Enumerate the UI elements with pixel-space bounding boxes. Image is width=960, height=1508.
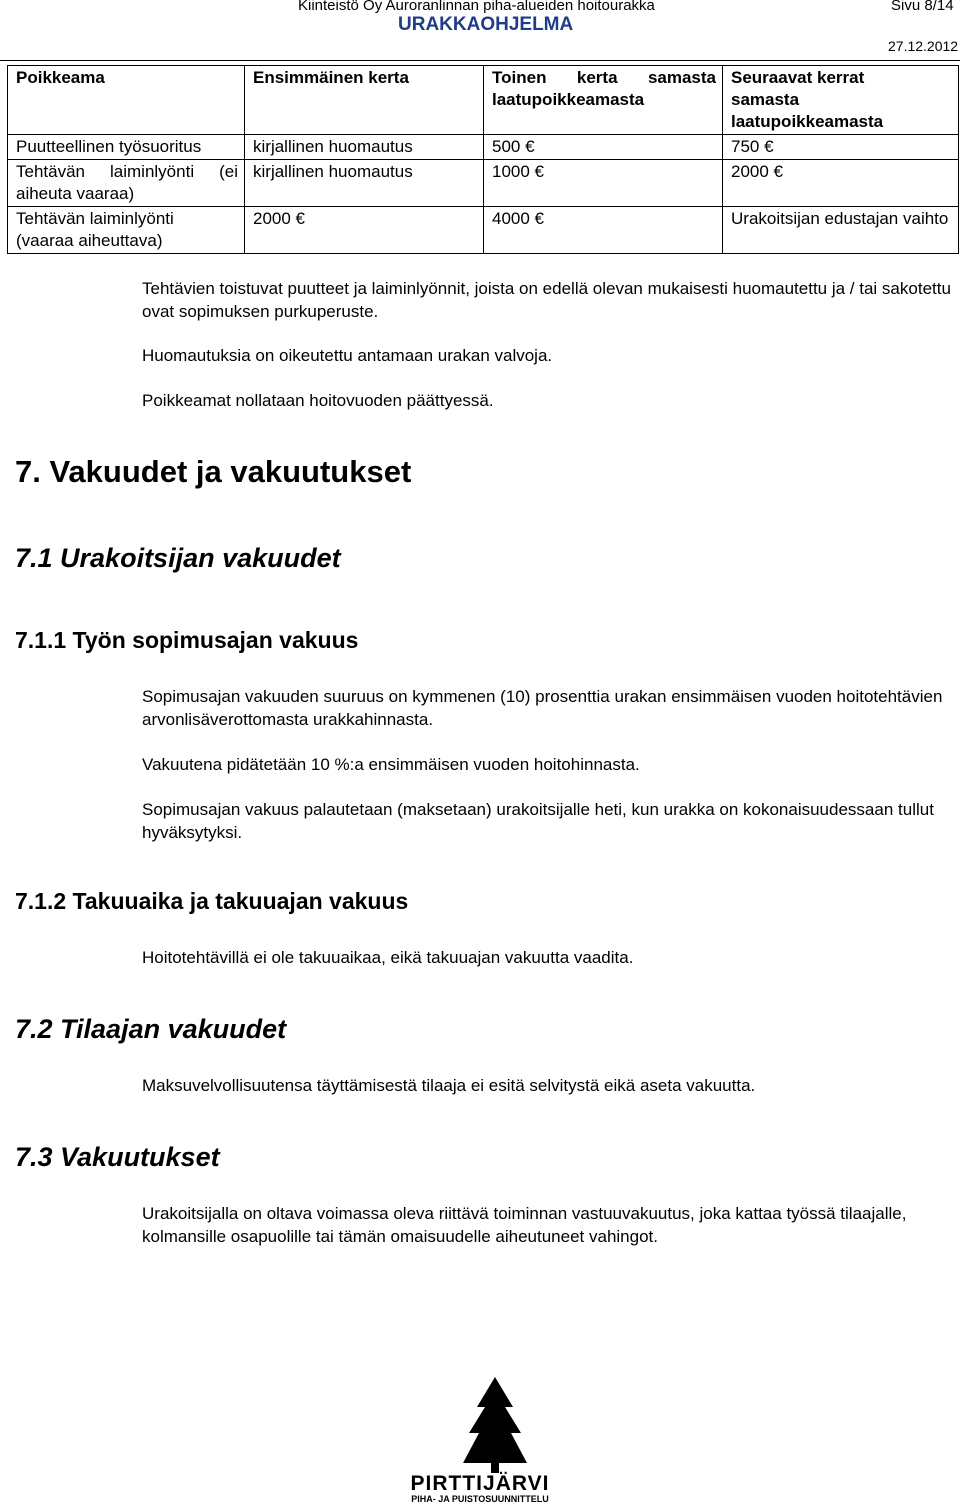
body-paragraph: Sopimusajan vakuuden suuruus on kymmenen (10) prosenttia urakan ensimmäisen vuoden hoitotehtävien arvonlisäverottomasta urakkahinnasta. bbox=[142, 687, 943, 729]
table-row bbox=[8, 135, 959, 160]
table-header-cell: Poikkeama bbox=[8, 66, 245, 135]
subsubsection-heading: 7.1.1 Työn sopimusajan vakuus bbox=[15, 627, 359, 653]
subsection-heading: 7.1 Urakoitsijan vakuudet bbox=[15, 543, 341, 573]
note-paragraph: Tehtävien toistuvat puutteet ja laiminlyönnit, joista on edellä olevan mukaisesti huomautettu ja / tai sakotettu ovat sopimuksen purkuperuste. bbox=[142, 279, 951, 321]
body-paragraph: Maksuvelvollisuutensa täyttämisestä tilaaja ei esitä selvitystä eikä aseta vakuutta. bbox=[142, 1076, 756, 1095]
note-paragraph: Huomautuksia on oikeutettu antamaan urakan valvoja. bbox=[142, 346, 553, 365]
table-cell: 2000 € bbox=[245, 207, 484, 254]
table-cell: 4000 € bbox=[484, 207, 723, 254]
table-cell: Puutteellinen työsuoritus bbox=[8, 135, 245, 160]
section-heading: 7. Vakuudet ja vakuutukset bbox=[15, 454, 412, 489]
table-cell: 1000 € bbox=[484, 160, 723, 207]
header-company: Kiinteistö Oy Auroranlinnan piha-alueiden hoitourakka bbox=[298, 0, 655, 14]
table-cell: Tehtävän laiminlyönti (vaaraa aiheuttava) bbox=[8, 207, 245, 254]
logo-name: PIRTTIJÄRVI bbox=[410, 1472, 550, 1495]
subsection-heading: 7.2 Tilaajan vakuudet bbox=[15, 1014, 287, 1044]
body-paragraph: Vakuutena pidätetään 10 %:a ensimmäisen vuoden hoitohinnasta. bbox=[142, 755, 640, 774]
body-paragraph: Sopimusajan vakuus palautetaan (maksetaan) urakoitsijalle heti, kun urakka on kokonaisuudessaan tullut hyväksytyksi. bbox=[142, 800, 934, 842]
header-date: 27.12.2012 bbox=[888, 38, 959, 54]
body-paragraph: Hoitotehtävillä ei ole takuuaikaa, eikä takuuajan vakuutta vaadita. bbox=[142, 948, 634, 967]
table-cell: kirjallinen huomautus bbox=[245, 135, 484, 160]
header-page-number: Sivu 8/14 bbox=[891, 0, 954, 14]
logo-tagline: PIHA- JA PUISTOSUUNNITTELU bbox=[411, 1494, 549, 1504]
table-header-cell: Ensimmäinen kerta bbox=[245, 66, 484, 135]
body-paragraph: Urakoitsijalla on oltava voimassa oleva riittävä toiminnan vastuuvakuutus, joka kattaa työssä tilaajalle, kolmansille osapuolille tai tämän omaisuudelle aiheutuneet vahingot. bbox=[142, 1204, 907, 1246]
table-row bbox=[8, 207, 959, 254]
table-cell: Urakoitsijan edustajan vaihto bbox=[723, 207, 959, 254]
header-title: URAKKAOHJELMA bbox=[398, 14, 574, 35]
header-divider bbox=[0, 60, 960, 61]
table-cell: 500 € bbox=[484, 135, 723, 160]
note-paragraph: Poikkeamat nollataan hoitovuoden päättyessä. bbox=[142, 391, 494, 410]
table-cell: 2000 € bbox=[723, 160, 959, 207]
subsection-heading: 7.3 Vakuutukset bbox=[15, 1142, 220, 1172]
table-cell: Tehtävän laiminlyönti (ei aiheuta vaaraa) bbox=[8, 160, 245, 207]
table-row bbox=[8, 160, 959, 207]
subsubsection-heading: 7.1.2 Takuuaika ja takuuajan vakuus bbox=[15, 888, 409, 914]
table-header-cell: Toinen kerta samasta laatupoikkeamasta bbox=[484, 66, 723, 135]
table-cell: 750 € bbox=[723, 135, 959, 160]
table-header-cell: Seuraavat kerrat samasta laatupoikkeamasta bbox=[723, 66, 959, 135]
table-header-row bbox=[8, 66, 959, 135]
penalty-table bbox=[7, 65, 959, 254]
table-cell: kirjallinen huomautus bbox=[245, 160, 484, 207]
